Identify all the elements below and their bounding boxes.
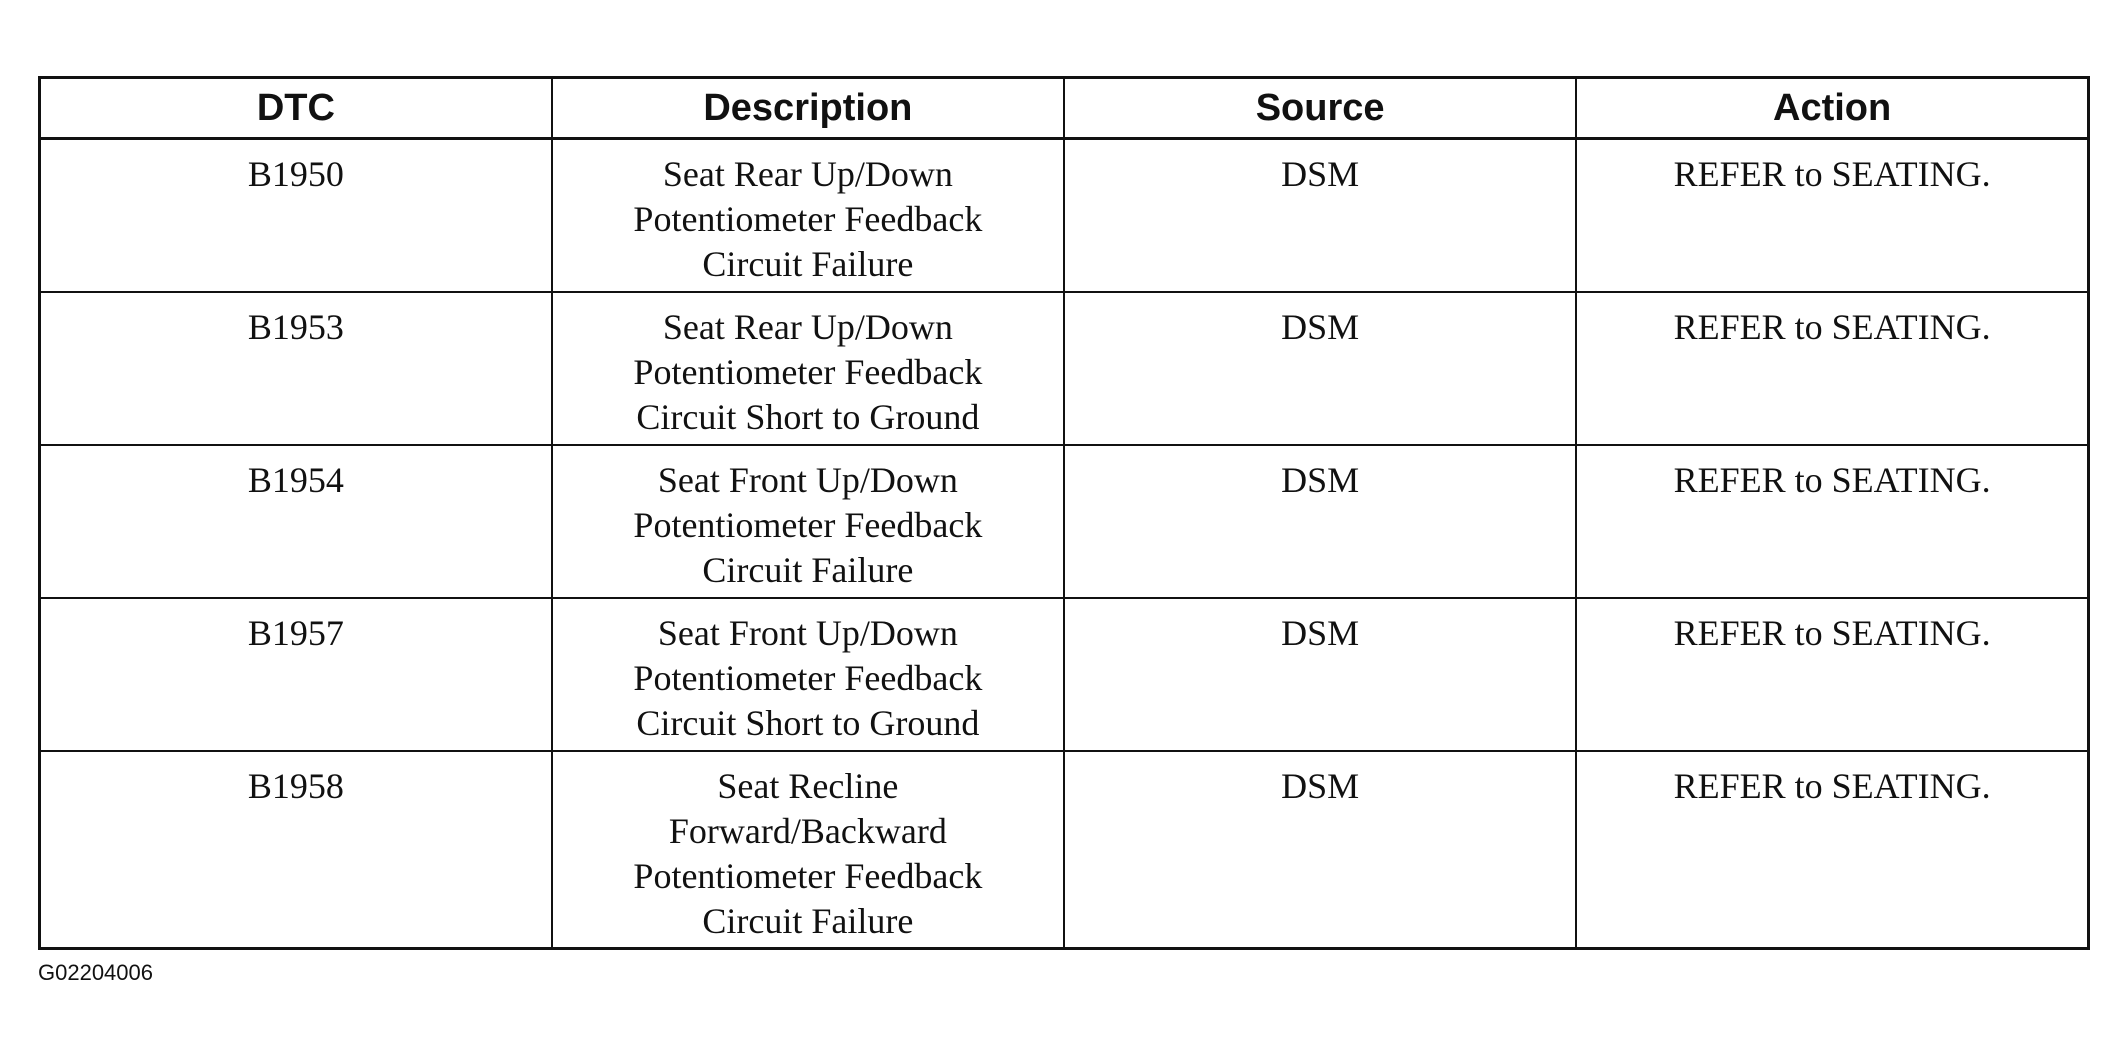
description-line: Potentiometer Feedback — [633, 658, 983, 698]
table-row — [40, 598, 2089, 751]
description-line: Seat Front Up/Down — [657, 613, 958, 653]
description-line: Potentiometer Feedback — [633, 505, 983, 545]
table-row — [40, 751, 2089, 949]
source-cell: DSM — [1064, 139, 1576, 293]
header-row — [40, 78, 2089, 139]
description-cell — [552, 139, 1064, 293]
description-line: Potentiometer Feedback — [633, 199, 983, 239]
action-cell: REFER to SEATING. — [1576, 139, 2088, 293]
header-source: Source — [1064, 78, 1576, 139]
source-cell: DSM — [1064, 598, 1576, 751]
action-cell: REFER to SEATING. — [1576, 445, 2088, 598]
description-line: Circuit Short to Ground — [636, 703, 980, 743]
dtc-table — [38, 76, 2090, 950]
description-line: Potentiometer Feedback — [633, 352, 983, 392]
description-cell — [552, 445, 1064, 598]
description-cell — [552, 292, 1064, 445]
description-line: Seat Rear Up/Down — [662, 307, 953, 347]
dtc-cell: B1950 — [40, 139, 552, 293]
figure-code: G02204006 — [38, 960, 153, 985]
description-line: Potentiometer Feedback — [633, 856, 983, 896]
description-line: Circuit Failure — [702, 550, 914, 590]
description-line: Seat Recline — [717, 766, 899, 806]
dtc-cell: B1954 — [40, 445, 552, 598]
dtc-cell: B1958 — [40, 751, 552, 949]
action-cell: REFER to SEATING. — [1576, 751, 2088, 949]
table-row — [40, 292, 2089, 445]
source-cell: DSM — [1064, 292, 1576, 445]
source-cell: DSM — [1064, 751, 1576, 949]
description-line: Seat Rear Up/Down — [662, 154, 953, 194]
header-description: Description — [552, 78, 1064, 139]
description-line: Circuit Short to Ground — [636, 397, 980, 437]
description-line: Circuit Failure — [702, 244, 914, 284]
table-row — [40, 445, 2089, 598]
action-cell: REFER to SEATING. — [1576, 598, 2088, 751]
description-line: Seat Front Up/Down — [657, 460, 958, 500]
table-row — [40, 139, 2089, 293]
dtc-cell: B1953 — [40, 292, 552, 445]
action-cell: REFER to SEATING. — [1576, 292, 2088, 445]
description-cell — [552, 598, 1064, 751]
header-dtc: DTC — [40, 78, 552, 139]
dtc-cell: B1957 — [40, 598, 552, 751]
header-action: Action — [1576, 78, 2088, 139]
description-line: Circuit Failure — [702, 901, 914, 941]
description-line: Forward/Backward — [668, 811, 947, 851]
source-cell: DSM — [1064, 445, 1576, 598]
description-cell — [552, 751, 1064, 949]
